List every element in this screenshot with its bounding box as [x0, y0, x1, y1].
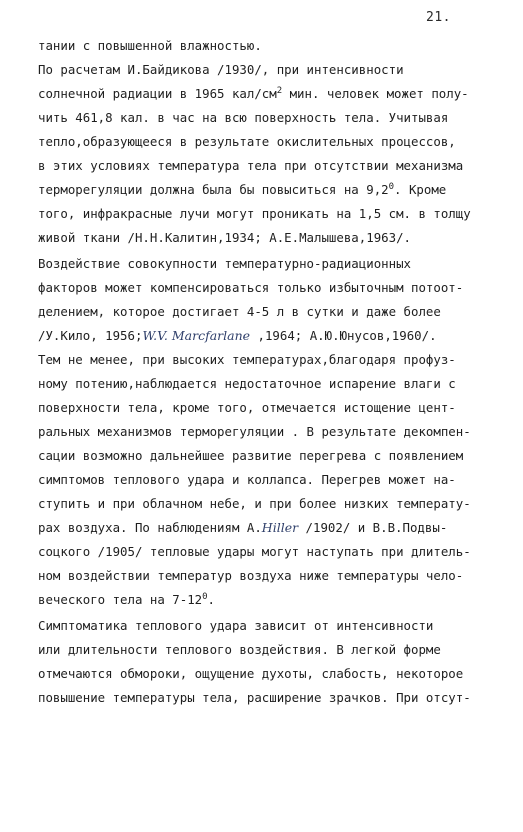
text-line: ном воздействии температур воздуха ниже температуры чело- — [38, 568, 464, 583]
text-line: сации возможно дальнейшее развитие перегрева с появлением — [38, 448, 464, 463]
text-line: того, инфракрасные лучи могут проникать на 1,5 см. в толщу — [38, 206, 471, 221]
text-line — [38, 84, 469, 104]
text-line: повышение температуры тела, расширение зрачков. При отсут- — [38, 690, 471, 705]
text-line — [38, 180, 446, 200]
text-line: Симптоматика теплового удара зависит от интенсивности — [38, 618, 434, 633]
text-line: ступить и при облачном небе, и при более низких температу- — [38, 496, 471, 511]
superscript: 0 — [202, 591, 208, 602]
text-span: /У.Кило, 1956; — [38, 328, 143, 343]
superscript: 0 — [388, 181, 395, 192]
handwritten-name: Hiller — [261, 520, 299, 535]
text-line: живой ткани /Н.Н.Калитин,1934; А.Е.Малышева,1963/. — [38, 230, 411, 245]
text-span: терморегуляции должна была бы повыситься на 9,2 — [38, 182, 389, 197]
text-line: тании с повышенной влажностью. — [38, 38, 262, 53]
text-line: факторов может компенсироваться только избыточным потоот- — [38, 280, 464, 295]
text-span: солнечной радиации в 1965 кал/см — [38, 86, 277, 101]
text-span: /1902/ и В.В.Подвы- — [298, 520, 448, 535]
text-span: рах воздуха. По наблюдениям А. — [38, 520, 262, 535]
handwritten-name: W.V. Marcfarlane — [142, 328, 251, 343]
text-line: По расчетам И.Байдикова /1930/, при интенсивности — [38, 62, 404, 77]
page-number: 21. — [426, 10, 451, 25]
text-span: ,1964; А.Ю.Юнусов,1960/. — [250, 328, 437, 343]
text-line: чить 461,8 кал. в час на всю поверхность тела. Учитывая — [38, 110, 449, 125]
text-line: симптомов теплового удара и коллапса. Перегрев может на- — [38, 472, 456, 487]
text-line: Тем не менее, при высоких температурах,благодаря профуз- — [38, 352, 456, 367]
text-line: соцкого /1905/ тепловые удары могут наступать при длитель- — [38, 544, 471, 559]
text-line: ному потению,наблюдается недостаточное испарение влаги с — [38, 376, 456, 391]
text-line: тепло,образующееся в результате окислительных процессов, — [38, 134, 456, 149]
superscript: 2 — [276, 85, 283, 96]
text-span: . — [207, 592, 216, 607]
text-line — [38, 518, 447, 538]
text-span: мин. человек может полу- — [282, 86, 469, 101]
text-line — [38, 590, 215, 610]
text-line: ральных механизмов терморегуляции . В результате декомпен- — [38, 424, 471, 439]
text-line — [38, 326, 437, 346]
text-line: делением, которое достигает 4-5 л в сутки и даже более — [38, 304, 441, 319]
text-line: в этих условиях температура тела при отсутствии механизма — [38, 158, 464, 173]
text-span: веческого тела на 7-12 — [38, 592, 203, 607]
text-line: отмечаются обмороки, ощущение духоты, слабость, некоторое — [38, 666, 464, 681]
text-line: или длительности теплового воздействия. В легкой форме — [38, 642, 441, 657]
text-line: Воздействие совокупности температурно-радиационных — [38, 256, 411, 271]
text-span: . Кроме — [394, 182, 447, 197]
text-line: поверхности тела, кроме того, отмечается истощение цент- — [38, 400, 456, 415]
